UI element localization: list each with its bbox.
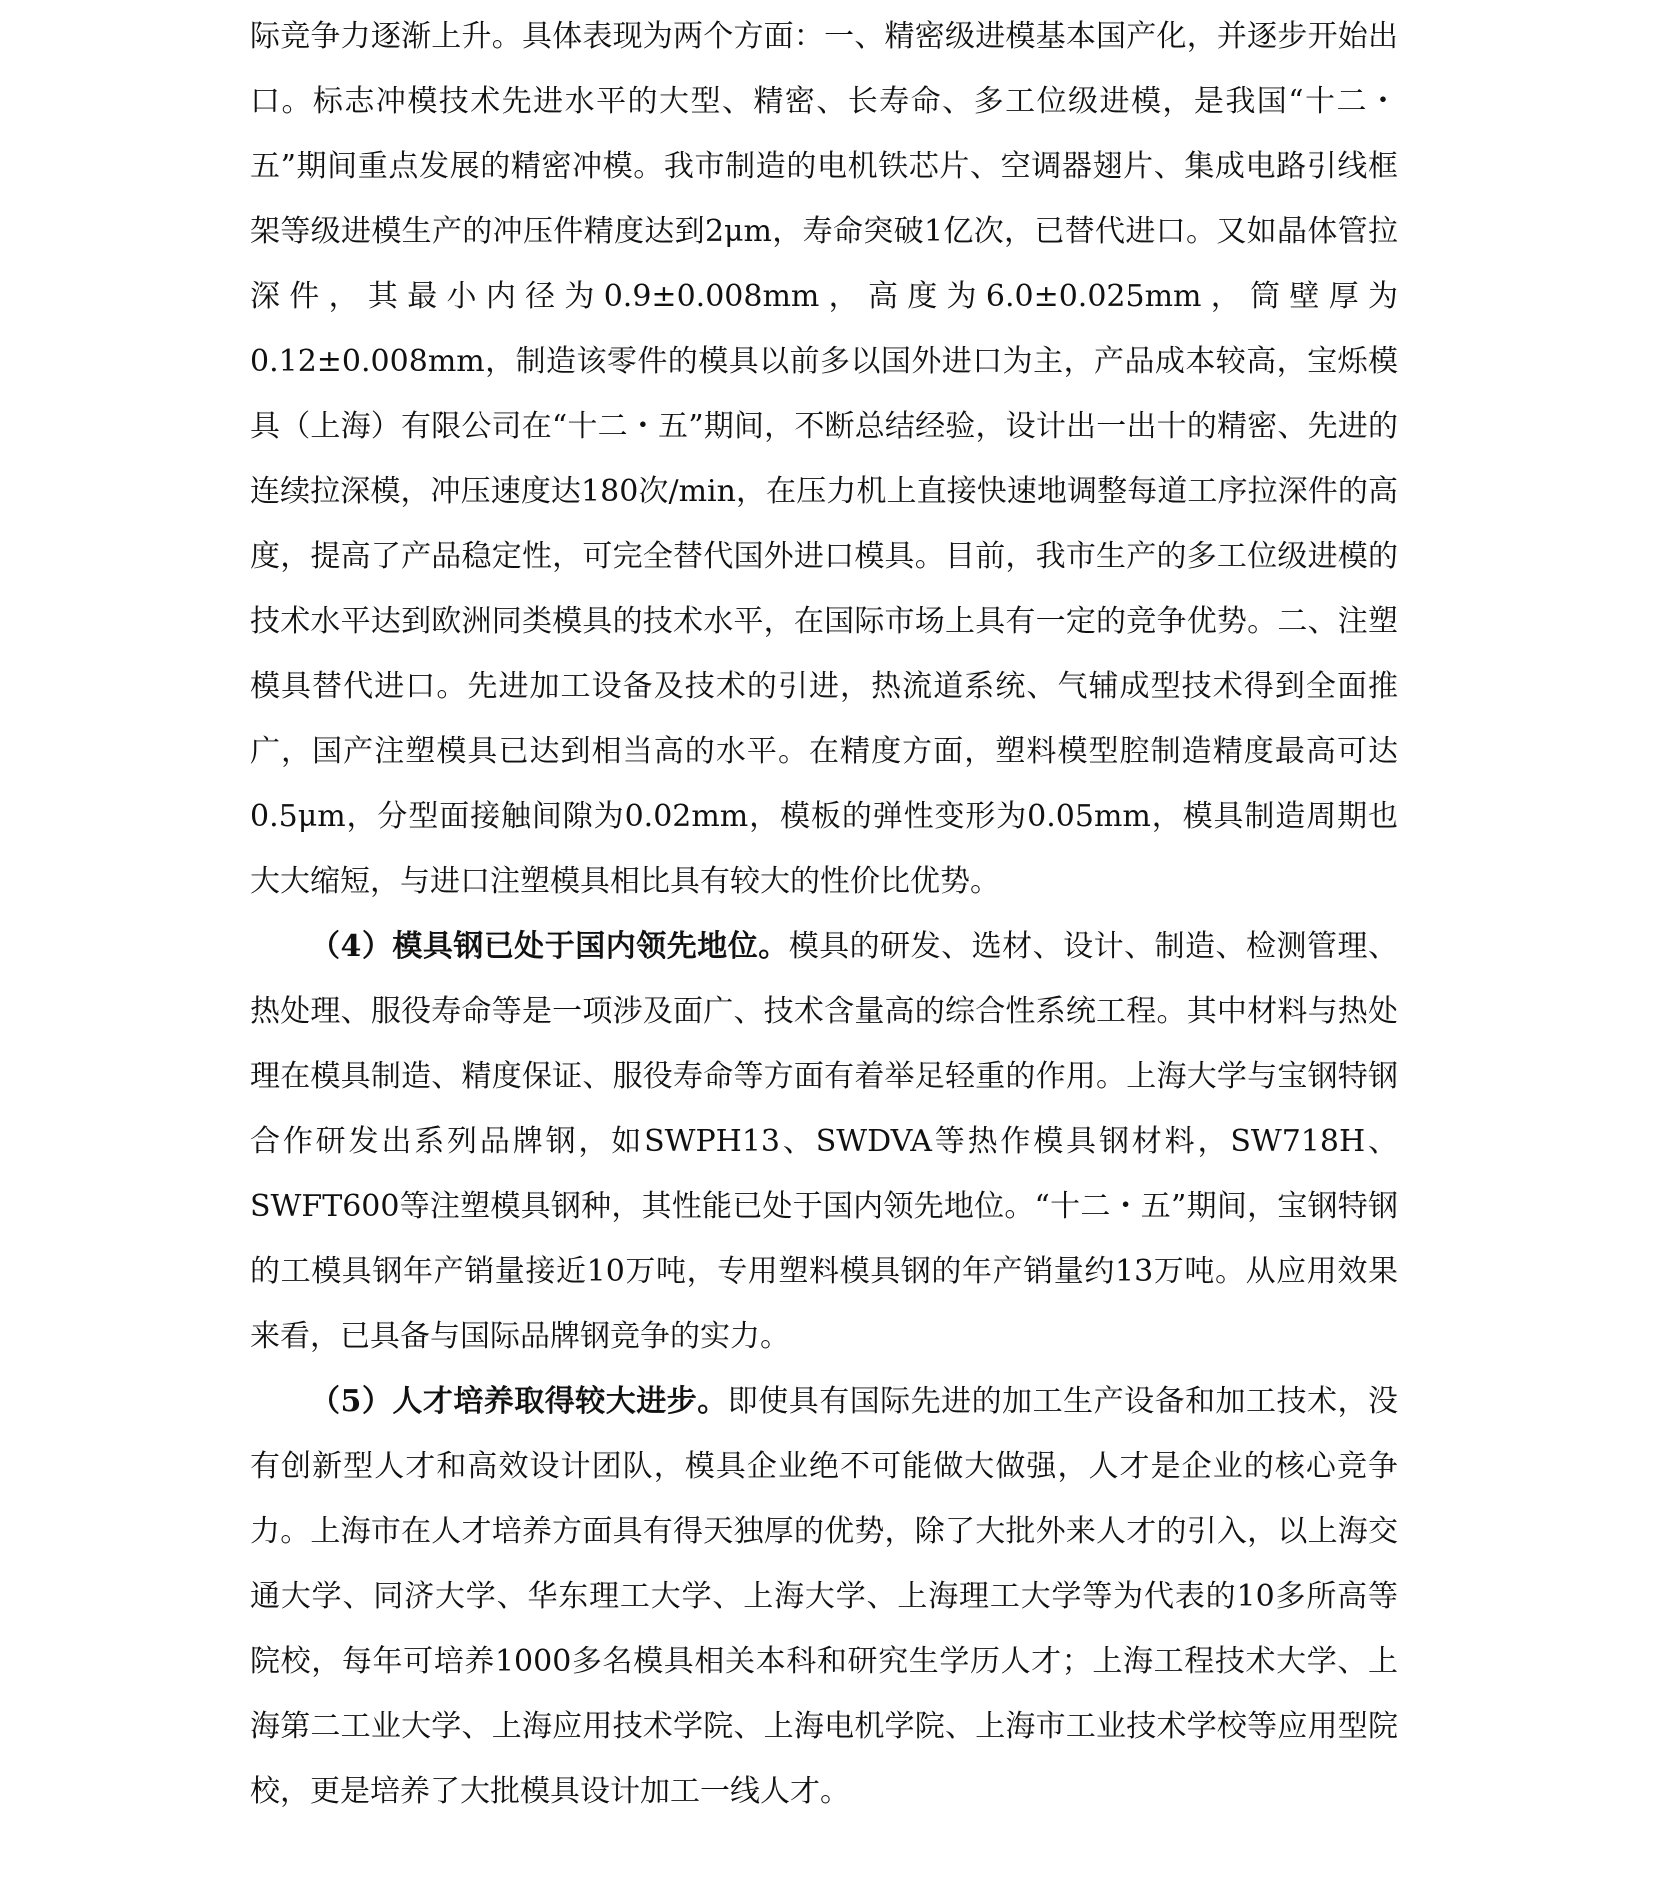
- paragraph-heading: （4）模具钢已处于国内领先地位。: [310, 929, 789, 964]
- paragraph-text: 即使具有国际先进的加工生产设备和加工技术，没有创新型人才和高效设计团队，模具企业绝不可能做大做强，人才是企业的核心竞争力。上海市在人才培养方面具有得天独厚的优势，除了大批外来人才的引入，以上海交通大学、同济大学、华东理工大学、上海大学、上海理工大学等为代表的10多所高等院校，每年可培养1000多名模具相关本科和研究生学历人才；上海工程技术大学、上海第二工业大学、上海应用技术学院、上海电机学院、上海市工业技术学校等应用型院校，更是培养了大批模具设计加工一线人才。: [250, 1384, 1399, 1809]
- paragraph-mold-steel: [250, 914, 1398, 1369]
- paragraph-heading: （5）人才培养取得较大进步。: [310, 1384, 728, 1419]
- paragraph-text: 际竞争力逐渐上升。具体表现为两个方面：一、精密级进模基本国产化，并逐步开始出口。标志冲模技术先进水平的大型、精密、长寿命、多工位级进模，是我国“十二・五”期间重点发展的精密冲模。我市制造的电机铁芯片、空调器翅片、集成电路引线框架等级进模生产的冲压件精度达到2μm，寿命突破1亿次，已替代进口。又如晶体管拉深件，其最小内径为0.9±0.008mm，高度为6.0±0.025mm，筒壁厚为0.12±0.008mm，制造该零件的模具以前多以国外进口为主，产品成本较高，宝烁模具（上海）有限公司在“十二・五”期间，不断总结经验，设计出一出十的精密、先进的连续拉深模，冲压速度达180次/min，在压力机上直接快速地调整每道工序拉深件的高度，提高了产品稳定性，可完全替代国外进口模具。目前，我市生产的多工位级进模的技术水平达到欧洲同类模具的技术水平，在国际市场上具有一定的竞争优势。二、注塑模具替代进口。先进加工设备及技术的引进，热流道系统、气辅成型技术得到全面推广，国产注塑模具已达到相当高的水平。在精度方面，塑料模型腔制造精度最高可达0.5μm，分型面接触间隙为0.02mm，模板的弹性变形为0.05mm，模具制造周期也大大缩短，与进口注塑模具相比具有较大的性价比优势。: [250, 19, 1398, 899]
- paragraph-talent-training: [250, 1369, 1398, 1824]
- paragraph-text: 模具的研发、选材、设计、制造、检测管理、热处理、服役寿命等是一项涉及面广、技术含量高的综合性系统工程。其中材料与热处理在模具制造、精度保证、服役寿命等方面有着举足轻重的作用。上海大学与宝钢特钢合作研发出系列品牌钢，如SWPH13、SWDVA等热作模具钢材料，SW718H、SWFT600等注塑模具钢种，其性能已处于国内领先地位。“十二・五”期间，宝钢特钢的工模具钢年产销量接近10万吨，专用塑料模具钢的年产销量约13万吨。从应用效果来看，已具备与国际品牌钢竞争的实力。: [250, 929, 1398, 1354]
- document-page: [250, 4, 1398, 1824]
- paragraph-continuation: [250, 4, 1398, 914]
